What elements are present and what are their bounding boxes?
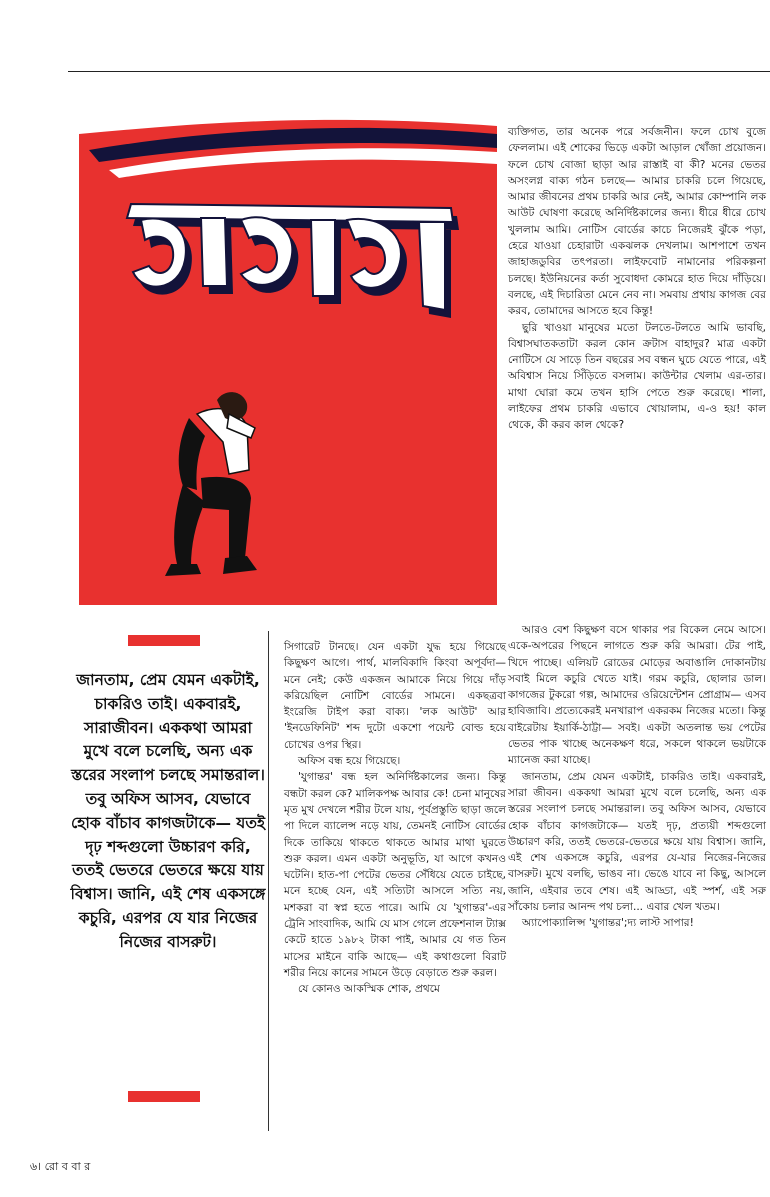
pull-quote-top-bar xyxy=(128,635,200,646)
poster-illustration xyxy=(79,118,497,605)
paragraph: অফিস বন্ধ হয়ে গিয়েছে। xyxy=(298,755,401,768)
pull-quote-text: জানতাম, প্রেম যেমন একটাই, চাকরিও তাই। একবারই, সারাজীবন। এককথা আমরা মুখে বলে চলেছি, অন্য এক স্তরের সংলাপ চলছে সমান্তরাল। তবু অফিস আসব, যেভাবে হোক বাঁচাব কাগজটাকে— যতই দৃঢ় শব্দগুলো উচ্চারণ করি, ততই ভেতরে ভেতরে ক্ষয়ে যায় বিশ্বাস। জানি, এই শেষ একসঙ্গে কচুরি, এরপর যে যার নিজের নিজের বাসরুট। xyxy=(70,671,266,951)
paragraph: জানতাম, প্রেম যেমন একটাই, চাকরিও তাই। একবারই, সারা জীবন। এককথা আমরা মুখে বলে চলেছি, অন্য এক স্তরের সংলাপ চলছে সমান্তরাল। তবু অফিস আসব, যেভাবে হোক বাঁচাব কাগজটাকে— যতই দৃঢ়, প্রত্যয়ী শব্দগুলো উচ্চারণ করি, ততই ভেতরে-ভেতরে ক্ষয়ে যায় বিশ্বাস। জানি, এই শেষ একসঙ্গে কচুরি, এরপর যে-যার নিজের-নিজের বাসরুট। মুখে বলছি, ভাঙব না। ভেঙে যাবে না কিছু, আসলে জানি, এইবার তবে শেষ। এই আড্ডা, এই স্পর্শ, এই সরু সাঁকোয় চলার আনন্দ পথ চলা... এবার খেল খতম। xyxy=(508,770,766,914)
paragraph: ছুরি খাওয়া মানুষের মতো টলতে-টলতে আমি ভাবছি, বিশ্বাসঘাতকতাটা করল কোন ক্রটাস বাহাদুর? মাত্র একটা নোটিসে যে সাড়ে তিন বছরের সব বন্ধন ঘুচে যেতে পারে, এই অবিশ্বাস নিয়ে সিঁড়িতে বসলাম। কাউন্টার খেলাম এর-তার। মাথা ঘোরা কমে তখন হাসি পেতে শুরু করেছে। শালা, লাইফের প্রথম চাকরি এভাবে খোয়ালাম, এ-ও হয়! কাল থেকে, কী করব কাল থেকে? xyxy=(508,321,766,432)
paragraph: যে কোনও আকস্মিক শোক, প্রথমে xyxy=(298,983,440,996)
article-column-middle xyxy=(284,639,506,998)
pull-quote-bottom-bar xyxy=(128,1091,200,1102)
pull-quote-box xyxy=(68,631,269,1131)
article-column-right-top xyxy=(508,124,766,434)
header-rule xyxy=(68,71,770,72)
paragraph: আরও বেশ কিছুক্ষণ বসে থাকার পর বিকেল নেমে আসে। একে-অপরের পিছনে লাগতে শুরু করি আমরা। টের পাই, খিদে পাচ্ছে। এলিয়ট রোডের মোড়ের অবাঙালি দোকানটায় সবাই মিলে কচুরি খেতে যাই। গরম কচুরি, ছোলার ডাল। কাগজের টুকরো গল্প, আমাদের ওরিয়েন্টেশন প্রোগ্রাম— এসব হাবিজাবি। প্রত্যেকেরই মনখারাপ একরকম নিজের মতো। কিন্তু বাইরেটায় ইয়ার্কি-ঠাট্টা— সবই। একটা অতলান্ত ভয় পেটের ভেতর পাক খাচ্ছে অনেকক্ষণ ধরে, সকলে থাকলে ভয়টাকে ম্যানেজ করা যাচ্ছে। xyxy=(508,624,766,767)
poster-art xyxy=(79,118,497,605)
paragraph: অ্যাপোক্যালিপ্স 'যুগান্তর';দ্য লাস্ট সাপার! xyxy=(522,917,694,930)
paragraph: ব্যক্তিগত, তার অনেক পরে সর্বজনীন। ফলে চোখ বুজে ফেললাম। এই শোকের ভিড়ে একটা আড়াল খোঁজা প্রয়োজন। ফলে চোখ বোজা ছাড়া আর রাস্তাই বা কী? মনের ভেতর অসংলগ্ন বাক্য গঠন চলছে— আমার চাকরি চলে গিয়েছে, আমার জীবনের প্রথম চাকরি আর নেই, আমার কোম্পানি লক আউট ঘোষণা করেছে অনির্দিষ্টকালের জন্য। ধীরে ধীরে চোখ খুললাম আমি। নোটিস বোর্ডের কাচে নিজেরই ঝুঁকে পড়া, হেরে যাওয়া চেহারাটা একঝলক দেখলাম। আশপাশে তখন জাহাজডুবির তৎপরতা। লাইফবোট নামানোর পরিকল্পনা চলছে। ইউনিয়নের কর্তা সুবোধদা কোমরে হাত দিয়ে দাঁড়িয়ে। বলছে, এই দিচারিতা মেনে নেব না। সমবায় প্রথায় কাগজ বের করব, তোমাদের আসতে হবে কিন্তু! xyxy=(508,126,766,318)
paragraph: সিগারেট টানছে। যেন একটা যুদ্ধ হয়ে গিয়েছে কিছুক্ষণ আগে। পার্থ, মালবিকাদি কিংবা অপূর্বদা— মনে নেই; কেউ একজন আমাকে নিয়ে গিয়ে দাঁড় করিয়েছিল নোটিশ বোর্ডের সামনে। একছত্রবা ইংরেজি টাইপ করা বাক্য। 'লক আউট' আর 'ইনডেফিনিট' শব্দ দুটো একশো পয়েন্ট বোল্ড হয়ে চোখের ওপর স্থির। xyxy=(284,641,506,751)
paragraph: 'যুগান্তর' বন্ধ হল অনির্দিষ্টকালের জন্য। কিন্তু বন্ধটা করল কে? মালিকপক্ষ আবার কে! চেনা মানুষের মৃত মুখ দেখলে শরীর টলে যায়, পূর্বপ্রস্তুতি ছাড়া জলে পা দিলে ব্যালেন্স নড়ে যায়, তেমনই নোটিস বোর্ডের দিকে তাকিয়ে থাকতে থাকতে আমার মাথা ঘুরতে শুরু করল। এমন একটা অনুভূতি, যা আগে কখনও ঘটেনি। হাত-পা পেটের ভেতর সেঁধিয়ে যেতে চাইছে, মনে হচ্ছে যেন, এই সত্যিটা আসলে সত্যি নয়, মশকরা বা স্বপ্ন হতে পারে। আমি যে 'যুগান্তর'-এর ট্রেনি সাংবাদিক, আমি যে মাস গেলে প্রফেশনাল ট্যাক্স কেটে হাতে ১৯৮২ টাকা পাই, আমার যে গত তিন মাসের মাইনে বাকি আছে— এই কথাগুলো বিরাট শরীর নিয়ে কানের সামনে উড়ে বেড়াতে শুরু করল। xyxy=(284,771,506,979)
article-column-right-bottom xyxy=(508,622,766,932)
page-footer: ৬। রো ব বা র xyxy=(30,1160,91,1173)
